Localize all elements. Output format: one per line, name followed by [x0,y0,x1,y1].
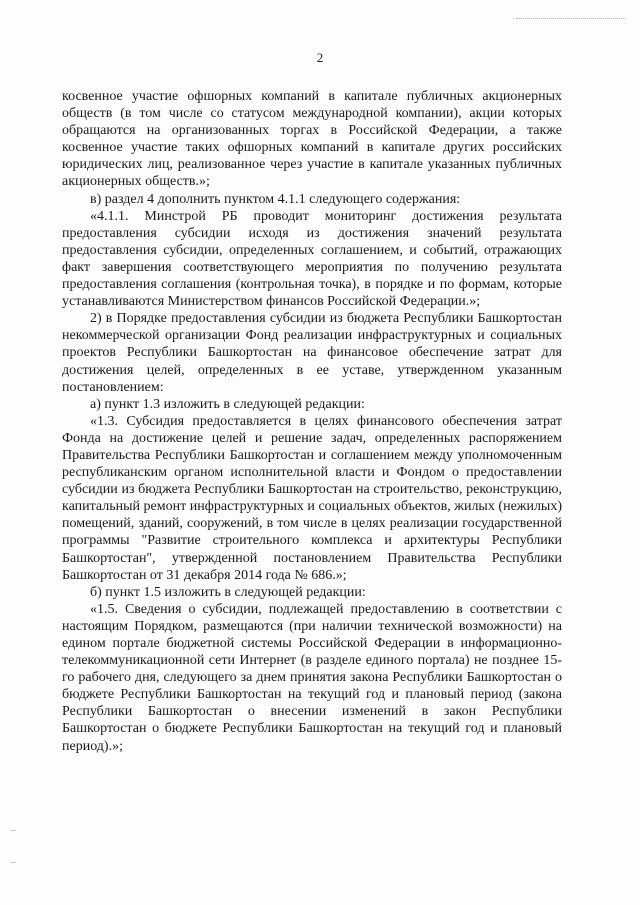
scan-artifact-dot [10,862,16,863]
paragraph-item-1-5: «1.5. Сведения о субсидии, подлежащей предоставлению в соответствии с настоящим Порядком, размещаются (при наличии технической возможности) на едином портале бюджетной системы Российской Федерации в информационно-телекоммуникационной сети Интернет (в разделе единого портала) не позднее 15-го рабочего дня, следующего за днем принятия закона Республики Башкортостан о бюджете Республики Башкортостан на текущий год и плановый период (закона Республики Башкортостан о внесении изменений в закон Республики Башкортостан о бюджете Республики Башкортостан на текущий год и плановый период).»; [62,601,562,754]
document-body [62,88,562,755]
paragraph-item-1-3-amend: а) пункт 1.3 изложить в следующей редакции: [90,396,365,412]
paragraph-item-4-1-1: «4.1.1. Минстрой РБ проводит мониторинг достижения результата предоставления субсидии исходя из достижения значений результата предоставления субсидии, определенных соглашением, и событий, отражающих факт завершения соответствующего мероприятия по получению результата предоставления соглашения (контрольная точка), в порядке и по формам, которые устанавливаются Министерством финансов Российской Федерации.»; [62,208,562,310]
paragraph-subsidy-procedure: 2) в Порядке предоставления субсидии из бюджета Республики Башкортостан некоммерческой организации Фонд реализации инфраструктурных и социальных проектов Республики Башкортостан на финансовое обеспечение затрат для достижения целей, определенных в ее уставе, утвержденном указанным постановлением: [62,311,562,395]
scan-artifact-line [516,18,626,19]
paragraph-item-1-5-amend: б) пункт 1.5 изложить в следующей редакции: [90,584,366,600]
page-number: 2 [316,50,324,65]
scan-artifact-dot [10,830,16,831]
paragraph-section4-amend: в) раздел 4 дополнить пунктом 4.1.1 следующего содержания: [90,191,461,207]
paragraph-item-1-3: «1.3. Субсидия предоставляется в целях финансового обеспечения затрат Фонда на достижение целей и решение задач, определенных распоряжением Правительства Республики Башкортостан и соглашением между уполномоченным республиканским органом исполнительной власти и Фондом о предоставлении субсидии из бюджета Республики Башкортостан на строительство, реконструкцию, капитальный ремонт инфраструктурных и социальных объектов, жилых (нежилых) помещений, зданий, сооружений, в том числе в целях реализации государственной программы "Развитие строительного комплекса и архитектуры Республики Башкортостан", утвержденной постановлением Правительства Республики Башкортостан от 31 декабря 2014 года № 686.»; [62,413,562,583]
paragraph-offshore-participation: косвенное участие офшорных компаний в капитале публичных акционерных обществ (в том числе со статусом международной компании), акции которых обращаются на организованных торгах в Российской Федерации, а также косвенное участие таких офшорных компаний в капитале других российских юридических лиц, реализованное через участие в капитале указанных публичных акционерных обществ.»; [62,89,562,190]
